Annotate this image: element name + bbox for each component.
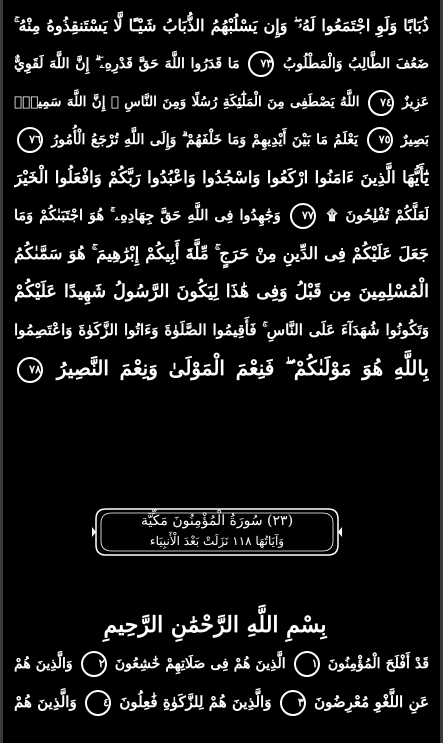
verse-text: وَالَّذِينَ هُمْ — [14, 693, 77, 711]
verse-text: يَٰٓأَيُّهَا الَّذِينَ ءَامَنُوا ارْكَعُوا وَاسْجُدُوا وَاعْبُدُوا رَبَّكُمْ وَافْعَلُوا الْخَيْرَ — [14, 168, 429, 187]
verse-text: عَزِيزٌ — [402, 94, 429, 110]
ayah-number-marker: ٧٧ — [290, 203, 316, 229]
ayah-number-marker: ٧٦ — [17, 127, 43, 153]
ayah-number-marker: ٢ — [81, 651, 107, 677]
verse-text: لَعَلَّكُمْ تُفْلِحُونَ — [345, 207, 429, 224]
verse-text: وَالَّذِينَ هُمْ لِلزَّكَوٰةِ فَٰعِلُونَ — [119, 693, 272, 711]
ayah-number-marker: ٧٤ — [368, 90, 394, 116]
ayah-number-marker: ١ — [294, 651, 320, 677]
verse-text: قَدْ أَفْلَحَ الْمُؤْمِنُونَ — [327, 656, 429, 672]
verse-text: الْمُسْلِمِينَ مِن قَبْلُ وَفِى هَٰذَا لِيَكُونَ الرَّسُولُ شَهِيدًا عَلَيْكُمْ — [14, 282, 429, 302]
ayah-number-marker: ٤ — [85, 690, 111, 716]
verse-text: ذُبَابًا وَلَوِ اجْتَمَعُوا لَهُۥ ۖ وَإِن يَسْلُبْهُمُ الذُّبَابُ شَيْـًٔا لَّا يَسْتَنقِذُوهُ مِنْهُ ۚ — [14, 16, 429, 35]
ayah-number-marker: ٧٣ — [248, 51, 274, 77]
sajdah-icon: ۩ — [326, 208, 338, 224]
verse-text: بِاللَّهِ هُوَ مَوْلَىٰكُمْ ۖ فَنِعْمَ الْمَوْلَىٰ وَنِعْمَ النَّصِيرُ — [56, 356, 429, 380]
verse-text: وَالَّذِينَ هُمْ — [14, 656, 73, 672]
verse-text: جَعَلَ عَلَيْكُمْ فِى الدِّينِ مِنْ حَرَجٍ ۚ مِّلَّةَ أَبِيكُمْ إِبْرَٰهِيمَ ۚ هُوَ سَمَّىٰكُمُ — [14, 244, 429, 263]
mushaf-page-lower — [6, 8, 437, 735]
verse-text: وَجَٰهِدُوا فِى اللَّهِ حَقَّ جِهَادِهِۦ ۚ هُوَ اجْتَبَىٰكُمْ وَمَا — [14, 207, 281, 224]
verse-text: ضَعُفَ الطَّالِبُ وَالْمَطْلُوبُ — [283, 56, 429, 72]
ayah-number-marker: ٧٥ — [367, 127, 393, 153]
verse-text: مَا قَدَرُوا اللَّهَ حَقَّ قَدْرِهِۦٓ ۗ إِنَّ اللَّهَ لَقَوِيٌّ — [14, 56, 240, 72]
sura-info: وَآيَاتُهَا ١١٨ نَزَلَتْ بَعْدَ الْأَنبِيَاء — [149, 534, 285, 548]
sura-title: (٢٣) سُورَةُ الْمُؤْمِنُونَ مَكِّيَّة — [140, 513, 294, 529]
verse-text: وَتَكُونُوا شُهَدَآءَ عَلَى النَّاسِ ۚ فَأَقِيمُوا الصَّلَوٰةَ وَءَاتُوا الزَّكَوٰةَ وَاعْتَصِمُوا — [14, 321, 429, 339]
ayah-number-marker: ٣ — [280, 690, 306, 716]
quran-line-11 — [14, 646, 429, 682]
verse-text: بَصِيرٌ — [401, 132, 429, 148]
verse-text: عَنِ اللَّغْوِ مُعْرِضُونَ — [314, 693, 429, 711]
ayah-number-marker: ٧٨ — [17, 357, 43, 383]
verse-text: الَّذِينَ هُمْ فِى صَلَاتِهِمْ خَٰشِعُونَ — [114, 656, 286, 672]
basmala: بِسْمِ اللَّهِ الرَّحْمَٰنِ الرَّحِيمِ — [103, 612, 327, 638]
verse-text: يَعْلَمُ مَا بَيْنَ أَيْدِيهِمْ وَمَا خَلْفَهُمْ ۗ وَإِلَى اللَّهِ تُرْجَعُ الْأُمُورُ — [51, 132, 359, 148]
verse-text: اللَّهُ يَصْطَفِى مِنَ الْمَلَٰٓئِكَةِ رُسُلًا وَمِنَ النَّاسِ ۚ إِنَّ اللَّهَ سَمِيعٌۢ — [14, 94, 360, 110]
quran-line-12 — [14, 684, 429, 720]
